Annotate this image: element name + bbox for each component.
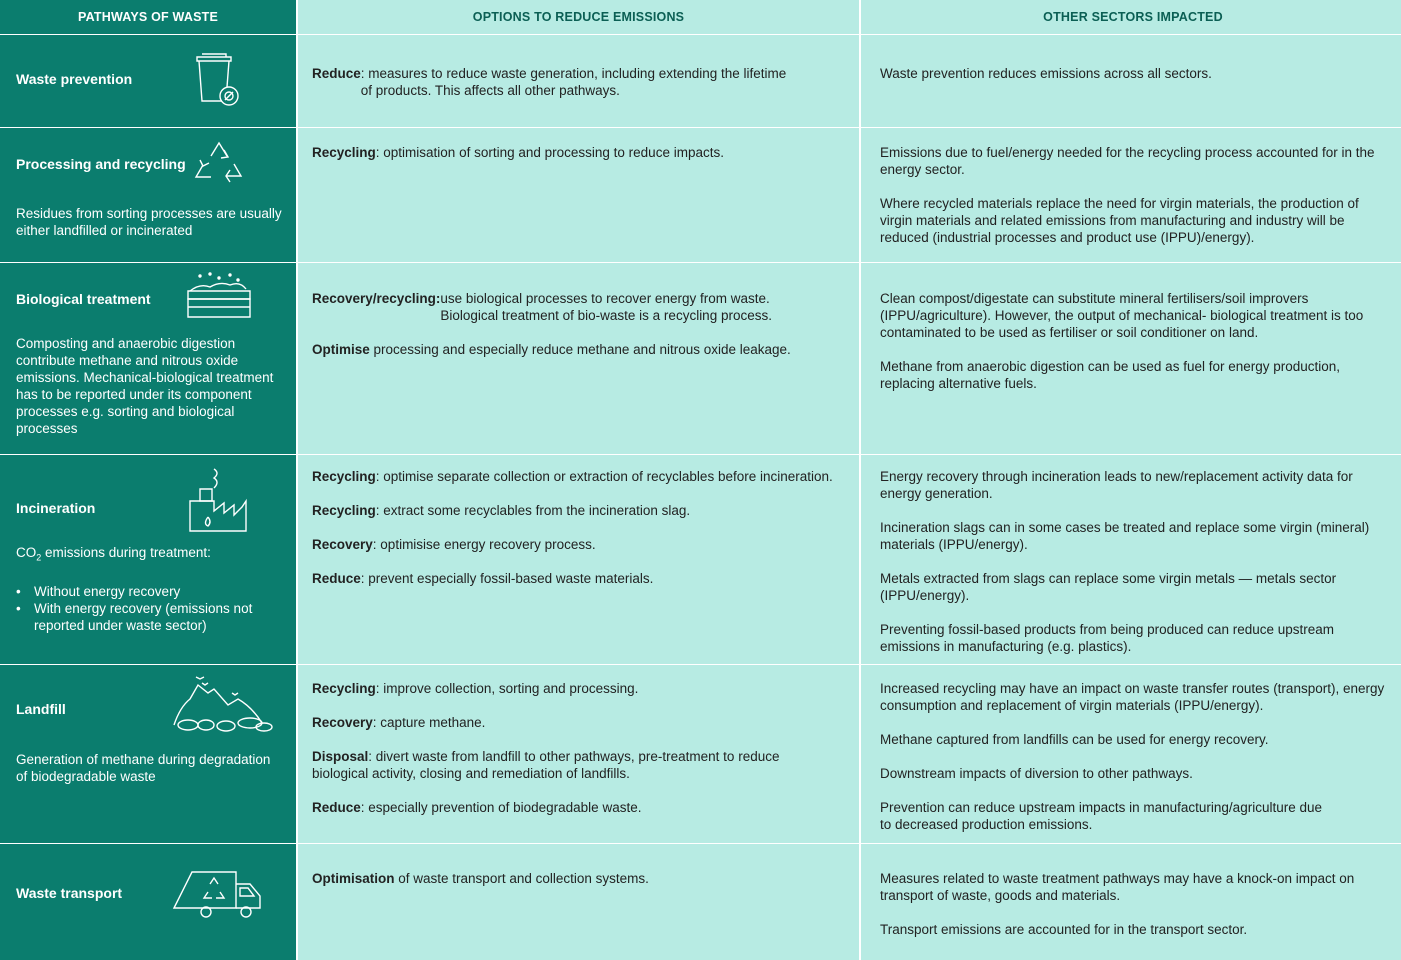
sector-text: Waste prevention reduces emissions across all sectors. [880,66,1212,81]
option-label: Recycling [312,503,376,518]
sector-text: Where recycled materials replace the need for virgin materials, the production of virgin materials and related emissions from manufacturing and industry will be reduced (industrial processes and product use (IPPU)/energy). [880,196,1359,245]
pathway-waste-transport [0,844,296,960]
bullet-item: • With energy recovery (emissions not reported under waste sector) [16,600,282,634]
option-label: Reduce [312,66,361,81]
option-text: : especially prevention of biodegradable waste. [360,800,642,815]
option-text: : capture methane. [372,715,486,730]
waste-bin-icon [194,51,246,109]
pathway-title: Biological treatment [16,291,151,307]
option-label: Optimise [312,342,370,357]
sector-text: Metals extracted from slags can replace some virgin metals — metals sector (IPPU/energy). [880,571,1337,603]
option-text: of waste transport and collection systems. [394,871,649,886]
option-label: Recovery [312,537,373,552]
option-label: Recycling [312,145,376,160]
sector-text: Methane captured from landfills can be used for energy recovery. [880,732,1269,747]
sector-text: Clean compost/digestate can substitute mineral fertilisers/soil improvers (IPPU/agriculture). However, the output of mechanical- biological treatment is too contaminated to be used as fertiliser or soil conditioner on land. [880,291,1364,340]
option-label: Optimisation [312,871,395,886]
option-text: : extract some recyclables from the incineration slag. [375,503,691,518]
sector-text: Incineration slags can in some cases be treated and replace some virgin (mineral) materials (IPPU/energy). [880,520,1370,552]
option-label: Recovery [312,715,373,730]
pathway-description [16,544,282,634]
sectors-biological-treatment [861,263,1401,454]
recycle-icon [194,140,244,190]
pathway-title: Processing and recycling [16,156,186,172]
option-text: use biological processes to recover energy from waste. Biological treatment of bio-waste is a recycling process. [440,291,772,323]
option-label: Recycling [312,681,376,696]
option-label: Disposal [312,749,369,764]
bullet-item: • Without energy recovery [16,583,282,600]
option-text: : measures to reduce waste generation, including extending the lifetime of products. This affects all other pathways. [360,66,787,98]
pathway-title: Landfill [16,701,66,717]
pathway-description: Composting and anaerobic digestion contribute methane and nitrous oxide emissions. Mechanical-biological treatment has to be reported under its component processes e.g. sorting and biological processes [16,336,274,436]
option-text: : divert waste from landfill to other pathways, pre-treatment to reduce biological activity, closing and remediation of landfills. [312,749,780,781]
pathway-waste-prevention [0,35,296,127]
garbage-truck-icon [172,868,264,920]
sector-text: Methane from anaerobic digestion can be used as fuel for energy production, replacing alternative fuels. [880,359,1341,391]
sector-text: Downstream impacts of diversion to other pathways. [880,766,1193,781]
sector-text: Transport emissions are accounted for in the transport sector. [880,922,1248,937]
co2-suffix: emissions during treatment: [41,545,211,560]
header-options: OPTIONS TO REDUCE EMISSIONS [298,0,859,34]
option-text: processing and especially reduce methane and nitrous oxide leakage. [369,342,791,357]
options-biological-treatment [298,263,859,454]
sectors-incineration [861,455,1401,664]
options-processing-recycling [298,128,859,262]
sector-text: Prevention can reduce upstream impacts in manufacturing/agriculture due to decreased production emissions. [880,800,1322,832]
sector-text: Emissions due to fuel/energy needed for the recycling process accounted for in the energy sector. [880,145,1375,177]
pathway-incineration [0,455,296,664]
pathway-title: Waste prevention [16,71,133,87]
sector-text: Energy recovery through incineration leads to new/replacement activity data for energy generation. [880,469,1353,501]
pathway-title: Incineration [16,500,96,516]
sector-text: Increased recycling may have an impact on waste transfer routes (transport), energy consumption and replacement of virgin materials (IPPU/energy). [880,681,1385,713]
pathway-landfill [0,665,296,843]
header-sectors: OTHER SECTORS IMPACTED [861,0,1401,34]
option-label: Recovery/recycling: [312,291,441,306]
sector-text: Measures related to waste treatment pathways may have a knock-on impact on transport of waste, goods and materials. [880,871,1355,903]
options-waste-prevention [298,35,859,127]
option-label: Recycling [312,469,376,484]
compost-icon [186,271,252,321]
landfill-icon [172,673,274,733]
option-text: : optimisise energy recovery process. [372,537,596,552]
incinerator-icon [186,467,252,533]
option-label: Reduce [312,571,361,586]
header-pathways: PATHWAYS OF WASTE [0,0,296,34]
sector-text: Preventing fossil-based products from being produced can reduce upstream emissions in manufacturing (e.g. plastics). [880,622,1335,654]
co2-subscript: 2 [36,552,42,563]
options-waste-transport [298,844,859,960]
pathway-processing-recycling [0,128,296,262]
option-text: : prevent especially fossil-based waste materials. [360,571,654,586]
pathway-biological-treatment [0,263,296,454]
option-text: : improve collection, sorting and processing. [375,681,639,696]
option-text: : optimisation of sorting and processing to reduce impacts. [375,145,724,160]
sectors-waste-transport [861,844,1401,960]
sectors-landfill [861,665,1401,843]
pathway-title: Waste transport [16,885,123,901]
options-incineration [298,455,859,664]
option-text: : optimise separate collection or extraction of recyclables before incineration. [375,469,833,484]
options-landfill [298,665,859,843]
pathway-description: Generation of methane during degradation of biodegradable waste [16,752,271,784]
option-label: Reduce [312,800,361,815]
sectors-processing-recycling [861,128,1401,262]
pathway-description: Residues from sorting processes are usually either landfilled or incinerated [16,206,282,238]
sectors-waste-prevention [861,35,1401,127]
co2-prefix: CO [16,545,37,560]
